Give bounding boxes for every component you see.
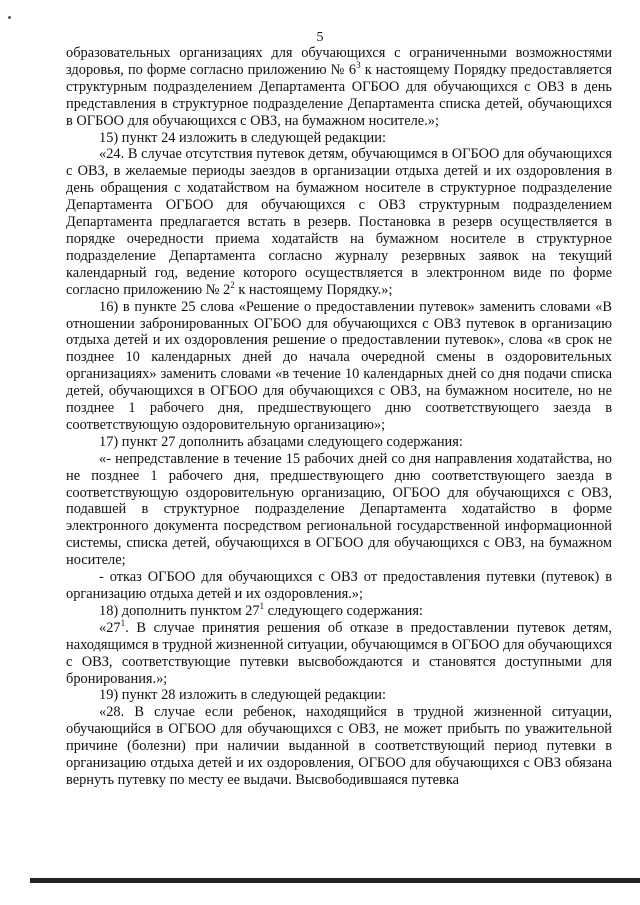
superscript: 3: [356, 59, 361, 70]
bottom-edge-bar: [30, 878, 640, 883]
paragraph-point-27-1: «$27^1$. В случае принятия решения об отказе в предоставлении путевок детям, находящимся в трудной жизненной ситуации, обучающимся в ОГБОО для обучающихся с ОВЗ, соответствующие путевки высвобождаются и становятся доступными для бронирования.»;: [66, 617, 612, 687]
document-body: [66, 45, 612, 789]
paragraph-item-17: 17) пункт 27 дополнить абзацами следующего содержания:: [99, 433, 463, 450]
superscript: 2: [230, 279, 235, 290]
scan-speck: [8, 16, 11, 19]
paragraph-continuation: образовательных организациях для обучающихся с ограниченными возможностями здоровья, по форме согласно приложению № $6^3$ к настоящему Порядку предоставляется структурным подразделением Департамента ОГБОО для обучающихся с ОВЗ в день представления в структурное подразделение Департамента списка детей, обучающихся в ОГБОО для обучающихся с ОВЗ, на бумажном носителе.»;: [66, 45, 612, 129]
paragraph-item-15: 15) пункт 24 изложить в следующей редакции:: [99, 129, 386, 146]
paragraph-item-19: 19) пункт 28 изложить в следующей редакции:: [99, 687, 386, 704]
paragraph-point-28: «28. В случае если ребенок, находящийся в трудной жизненной ситуации, обучающийся в ОГБОО для обучающихся с ОВЗ, не может прибыть по уважительной причине (болезни) при наличии выданной в соответствующий период путевки в организацию отдыха детей и их оздоровления, ОГБОО для обучающихся с ОВЗ обязана вернуть путевку по месту ее выдачи. Высвободившаяся путевка: [66, 704, 612, 788]
paragraph-refusal: - отказ ОГБОО для обучающихся с ОВЗ от предоставления путевки (путевок) в организацию отдыха детей и их оздоровления.»;: [66, 569, 612, 602]
superscript: 1: [120, 617, 126, 628]
paragraph-point-24: «24. В случае отсутствия путевок детям, обучающимся в ОГБОО для обучающихся с ОВЗ, в желаемые периоды заездов в организации отдыха детей и их оздоровления в день обращения с ходатайством на бумажном носителе в структурное подразделение Департамента ОГБОО для обучающихся с ОВЗ структурным подразделением Департамента предлагается встать в резерв. Постановка в резерв осуществляется в порядке очередности приема ходатайств на бумажном носителе в структурное подразделение Департамента согласно журналу резервных заявок на текущий календарный год, ведение которого осуществляется в электронном виде по форме согласно приложению № $2^2$ к настоящему Порядку.»;: [66, 146, 612, 298]
paragraph-item-16: 16) в пункте 25 слова «Решение о предоставлении путевок» заменить словами «В отношении забронированных ОГБОО для обучающихся с ОВЗ путевок в организацию отдыха детей и их оздоровления решение о предоставлении путевок», слова «в срок не позднее 10 календарных дней до начала очередной смены в оздоровительных организациях» заменить словами «в течение 10 календарных дней со дня подачи списка детей, обучающихся в ОГБОО для обучающихся с ОВЗ, на бумажном носителе, но не позднее 1 рабочего дня, предшествующего дню соответствующего заезда в соответствующую оздоровительную организацию»;: [66, 298, 612, 433]
paragraph-nonsubmission: «- непредставление в течение 15 рабочих дней со дня направления ходатайства, но не позднее 1 рабочего дня, предшествующего дню соответствующего заезда в соответствующую оздоровительную организацию, ОГБОО для обучающихся с ОВЗ, подавшей в структурное подразделение Департамента ходатайство в форме электронного документа посредством региональной государственной информационной системы, списка детей, обучающихся в ОГБОО для обучающихся с ОВЗ, на бумажном носителе;: [66, 450, 612, 569]
page-number: 5: [316, 30, 324, 45]
paragraph-item-18: 18) дополнить пунктом $27^1$ следующего содержания:: [99, 600, 423, 619]
superscript: 1: [259, 600, 265, 611]
